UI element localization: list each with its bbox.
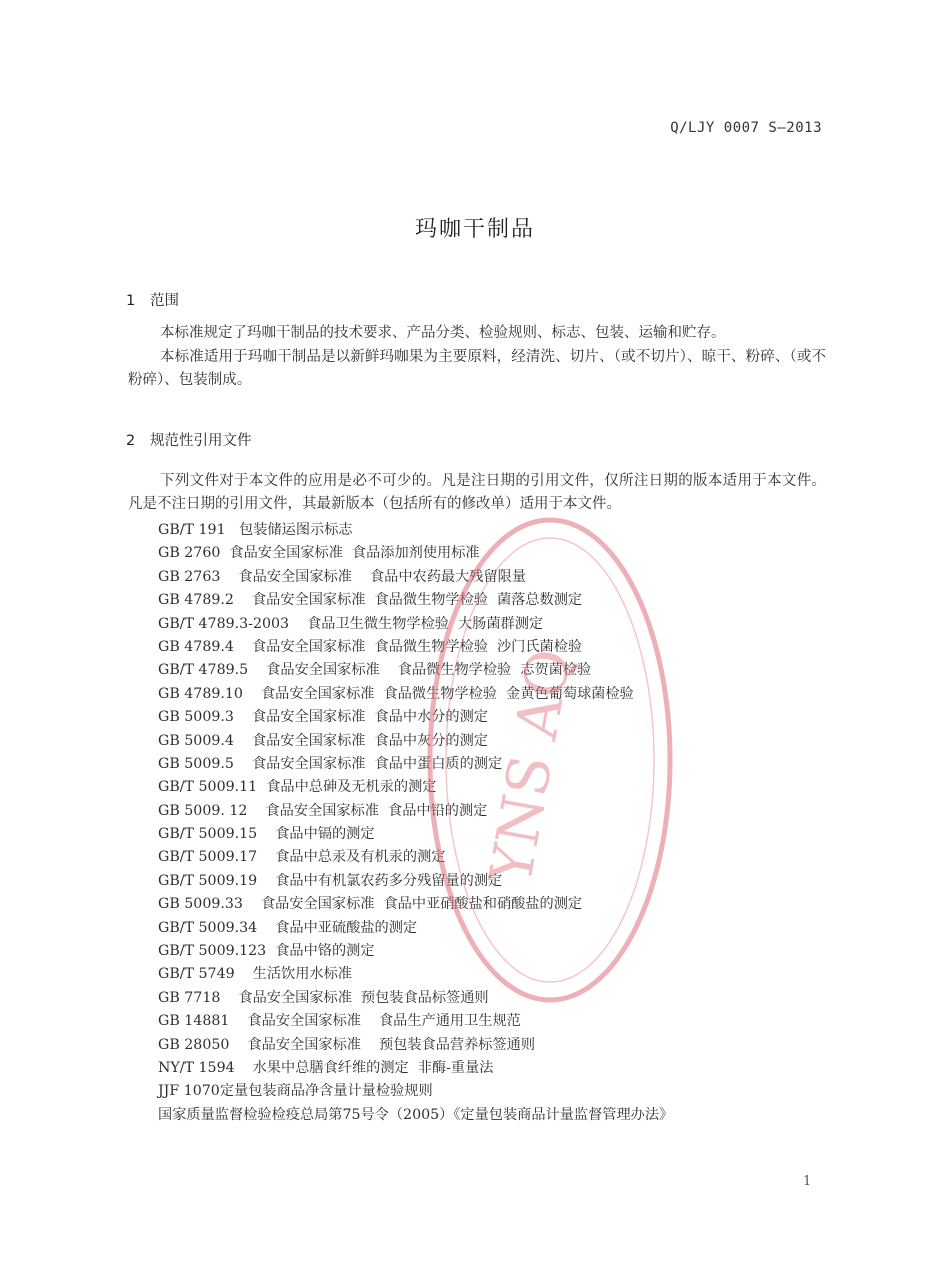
section-1-title: 范围 <box>150 293 179 309</box>
reference-item: JJF 1070定量包装商品净含量计量检验规则 <box>158 1083 433 1100</box>
reference-item: GB 5009. 12 食品安全国家标准 食品中铅的测定 <box>158 802 488 819</box>
reference-item: GB 5009.4 食品安全国家标准 食品中灰分的测定 <box>158 732 488 749</box>
stamp-text: YNS AQ <box>476 644 585 889</box>
page-number: 1 <box>803 1174 812 1189</box>
reference-item: GB 5009.33 食品安全国家标准 食品中亚硝酸盐和硝酸盐的测定 <box>158 896 583 913</box>
reference-item: GB 4789.4 食品安全国家标准 食品微生物学检验 沙门氏菌检验 <box>158 638 583 655</box>
reference-item: GB 7718 食品安全国家标准 预包装食品标签通则 <box>158 989 489 1006</box>
reference-item: GB 5009.3 食品安全国家标准 食品中水分的测定 <box>158 709 488 726</box>
reference-item: GB/T 5009.19 食品中有机氯农药多分残留量的测定 <box>158 872 503 889</box>
reference-item: NY/T 1594 水果中总膳食纤维的测定 非酶-重量法 <box>158 1059 494 1076</box>
section-2-heading <box>126 429 252 450</box>
section-2-number: 2 <box>126 433 136 449</box>
reference-item: GB 5009.5 食品安全国家标准 食品中蛋白质的测定 <box>158 755 503 772</box>
section-1-paragraph-2: 本标准适用于玛咖干制品是以新鲜玛咖果为主要原料，经清洗、切片、（或不切片）、晾干、粉碎、（或不粉碎）、包装制成。 <box>128 349 826 388</box>
section-2-title: 规范性引用文件 <box>150 433 252 449</box>
reference-item: GB 4789.10 食品安全国家标准 食品微生物学检验 金黄色葡萄球菌检验 <box>158 685 634 702</box>
reference-item: 国家质量监督检验检疫总局第75号令（2005）《定量包装商品计量监督管理办法》 <box>158 1106 674 1123</box>
reference-item: GB 28050 食品安全国家标准 预包装食品营养标签通则 <box>158 1036 536 1053</box>
reference-item: GB/T 5009.15 食品中镉的测定 <box>158 826 375 843</box>
reference-item: GB 4789.2 食品安全国家标准 食品微生物学检验 菌落总数测定 <box>158 592 583 609</box>
reference-item: GB/T 4789.5 食品安全国家标准 食品微生物学检验 志贺菌检验 <box>158 662 592 679</box>
reference-item: GB 2760 食品安全国家标准 食品添加剂使用标准 <box>158 545 480 562</box>
reference-item: GB/T 4789.3-2003 食品卫生微生物学检验 大肠菌群测定 <box>158 615 544 632</box>
section-1-number: 1 <box>126 293 136 309</box>
reference-item: GB/T 5749 生活饮用水标准 <box>158 966 352 983</box>
section-1-paragraph-1: 本标准规定了玛咖干制品的技术要求、产品分类、检验规则、标志、包装、运输和贮存。 <box>160 325 726 341</box>
standard-code: Q/LJY 0007 S—2013 <box>670 120 822 136</box>
reference-item: GB 14881 食品安全国家标准 食品生产通用卫生规范 <box>158 1013 521 1030</box>
reference-item: GB/T 191 包装储运图示标志 <box>158 522 353 538</box>
reference-item: GB/T 5009.17 食品中总汞及有机汞的测定 <box>158 849 446 866</box>
section-2-intro: 下列文件对于本文件的应用是必不可少的。凡是注日期的引用文件，仅所注日期的版本适用于本文件。凡是不注日期的引用文件，其最新版本（包括所有的修改单）适用于本文件。 <box>128 473 826 512</box>
document-title: 玛咖干制品 <box>414 217 535 242</box>
reference-item: GB/T 5009.123 食品中铬的测定 <box>158 943 375 960</box>
section-1-heading <box>126 289 179 310</box>
reference-item: GB 2763 食品安全国家标准 食品中农药最大残留限量 <box>158 568 527 585</box>
reference-item: GB/T 5009.11 食品中总砷及无机汞的测定 <box>158 779 437 796</box>
reference-item: GB/T 5009.34 食品中亚硫酸盐的测定 <box>158 919 418 936</box>
reference-list <box>158 519 673 1127</box>
